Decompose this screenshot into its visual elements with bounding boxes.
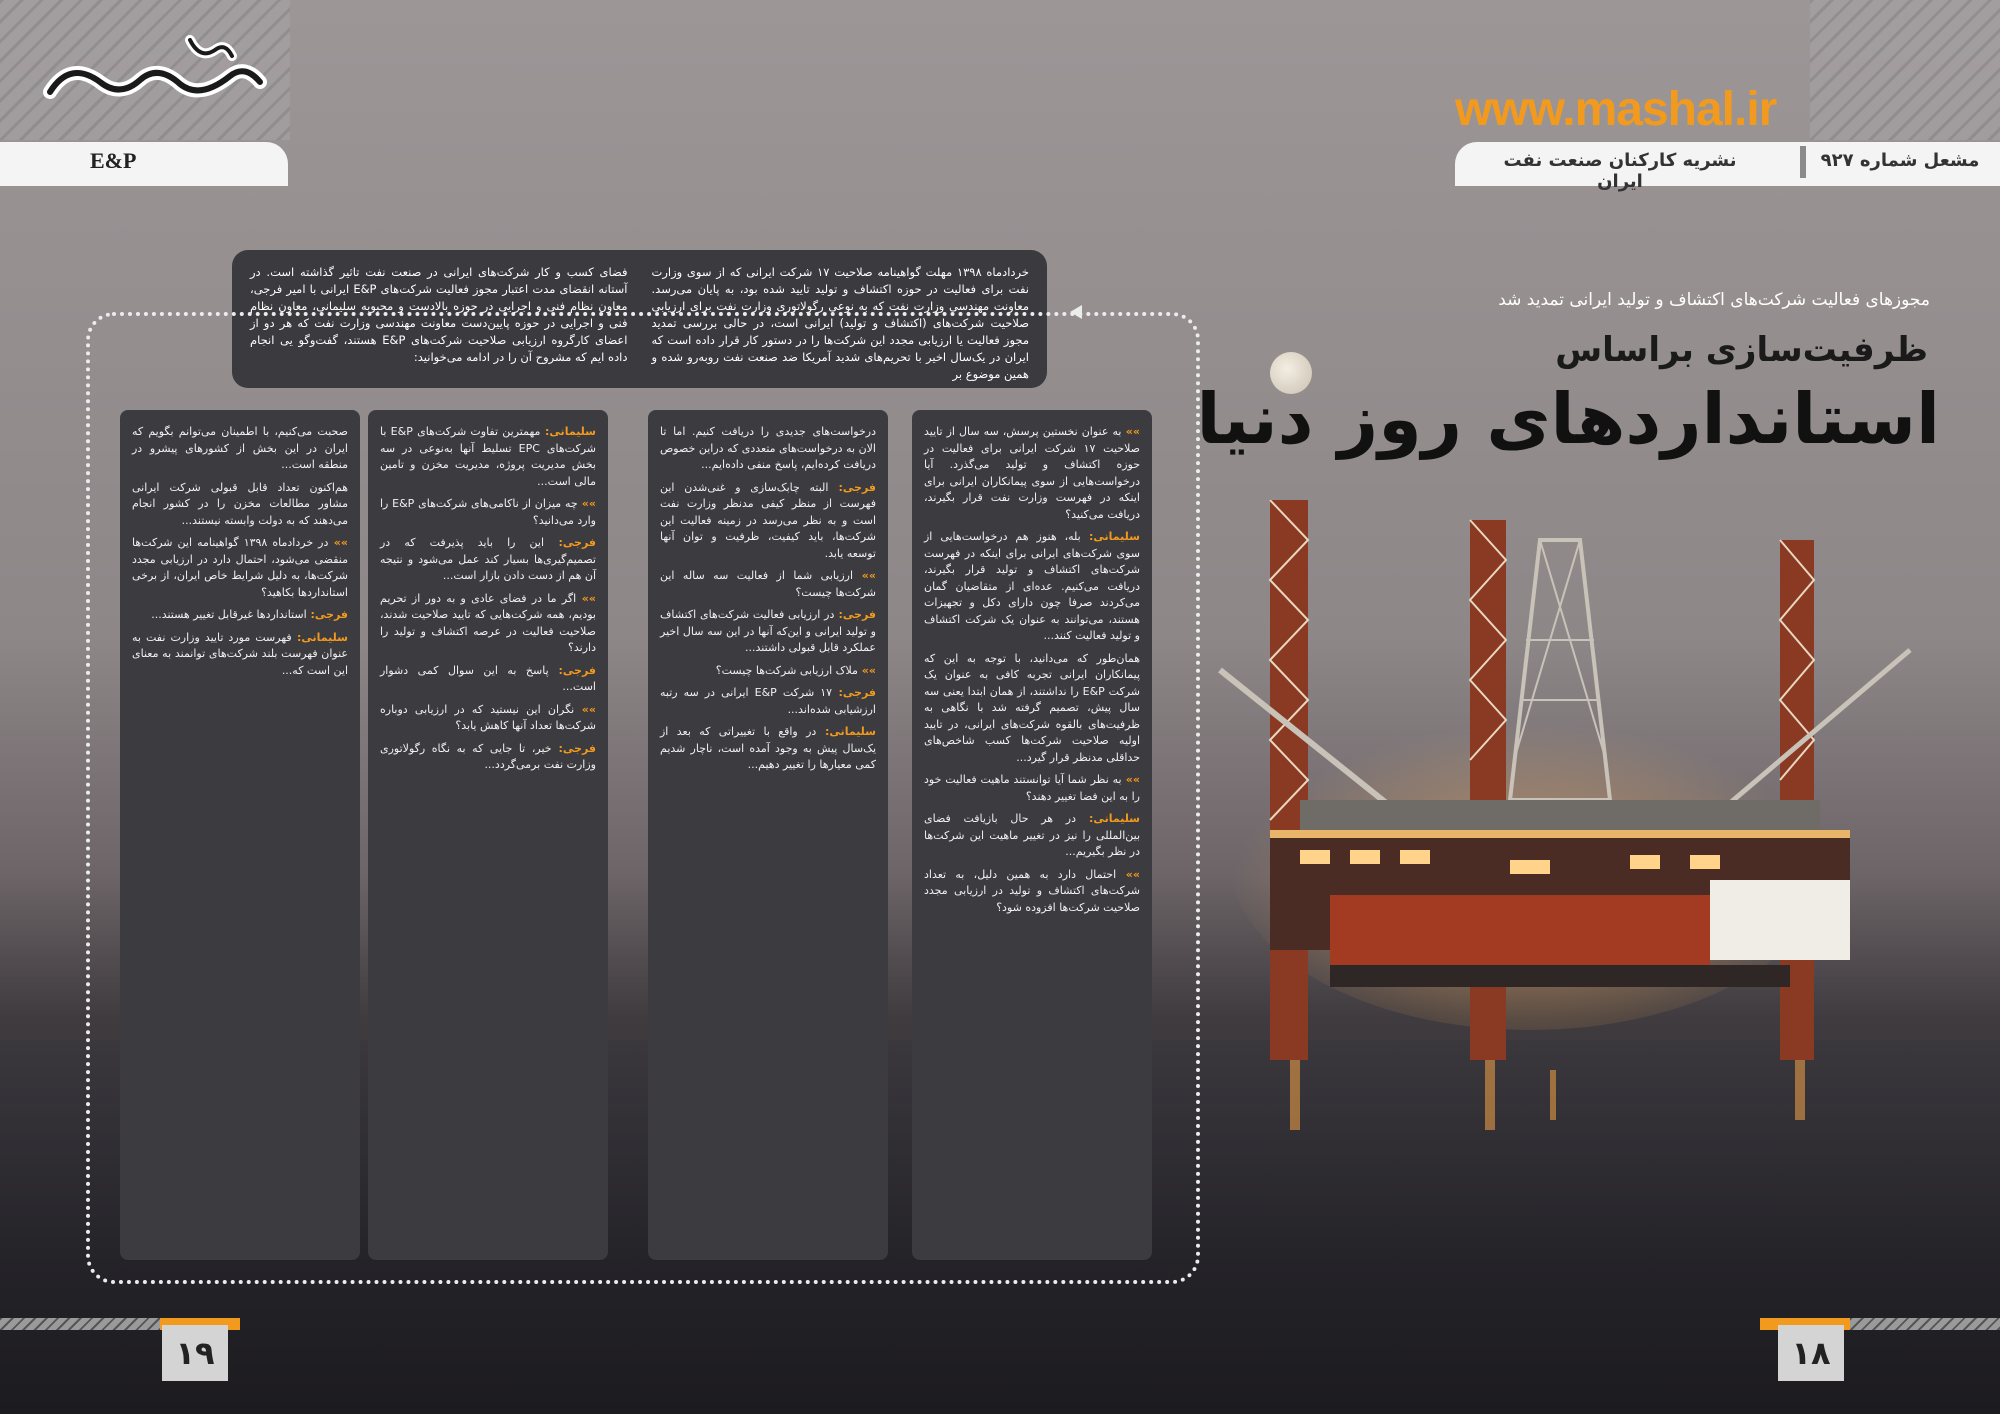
paragraph-text: اگر ما در فضای عادی و به دور از تحریم بودیم، همه شرکت‌هایی که تایید صلاحیت شدند، صلاحیت فعالیت در عرصه اکتشاف و تولید را دارند؟ bbox=[380, 591, 596, 654]
paragraph-text: همان‌طور که می‌دانید، با توجه به این که پیمانکاران ایرانی تجربه کافی به عنوان یک شرکت E&P را نداشتند، از همان ابتدا یعنی سه سال پیش، تصمیم گرفته شد با نگاهی به ظرفیت‌های بالقوه شرکت‌های ایرانی، در تایید اولیه صلاحیت شرکت‌ها کسب شاخص‌های حداقلی مدنظر قرار گیرد... bbox=[924, 651, 1140, 764]
speaker-name: فرجی: bbox=[551, 741, 596, 755]
question-marker-icon: »» bbox=[1121, 425, 1141, 438]
interview-question bbox=[924, 867, 1140, 917]
header-divider bbox=[1800, 146, 1806, 178]
lead-text-left: فضای کسب و کار شرکت‌های ایرانی در صنعت نفت تاثیر گذاشته است. در آستانه انقضای مدت اعتبار مجوز فعالیت شرکت‌های E&P ایرانی با امیر فرجی، معاون نظام فنی و اجرایی در حوزه بالادست و محبوبه سلیمانی، معاون نظام فنی و اجرایی در حوزه پایین‌دست معاونت مهندسی وزارت نفت که هر دو از اعضای کارگروه ارزیابی صلاحیت شرکت‌های E&P هستند، گفت‌وگو یی انجام داده ایم که مشروح آن را در ادامه می‌خوانید: bbox=[250, 265, 628, 364]
speaker-name: فرجی: bbox=[834, 608, 876, 621]
interview-paragraph bbox=[132, 424, 348, 474]
paragraph-text: ارزیابی شما از فعالیت سه ساله این شرکت‌ها چیست؟ bbox=[660, 569, 876, 599]
interview-paragraph bbox=[660, 480, 876, 563]
article-subtitle: ظرفیت‌سازی براساس bbox=[1555, 330, 1928, 370]
interview-paragraph bbox=[380, 424, 596, 490]
footer-strip-left bbox=[0, 1318, 160, 1330]
paragraph-text: هم‌اکنون تعداد قابل قبولی شرکت ایرانی مشاور مطالعات مخزن را در کشور انجام می‌دهند که به دولت وابسته نیستند... bbox=[132, 480, 348, 527]
speaker-name: سلیمانی: bbox=[540, 425, 596, 438]
interview-paragraph bbox=[924, 651, 1140, 767]
article-column-2 bbox=[648, 410, 888, 1260]
interview-paragraph bbox=[660, 607, 876, 657]
speaker-name: فرجی: bbox=[832, 686, 876, 699]
article-column-4 bbox=[120, 410, 360, 1260]
oil-rig-photo bbox=[1210, 500, 1930, 1140]
paragraph-text: به نظر شما آیا توانستند ماهیت فعالیت خود را به این فضا تغییر دهند؟ bbox=[924, 773, 1140, 803]
website-url[interactable]: www.mashal.ir bbox=[1455, 83, 1777, 136]
question-marker-icon: »» bbox=[574, 702, 596, 716]
paragraph-text: نگران این نیستید که در ارزیابی دوباره شرکت‌ها تعداد آنها کاهش یابد؟ bbox=[380, 702, 596, 732]
interview-paragraph bbox=[924, 811, 1140, 861]
page-number-right: ۱۸ bbox=[1778, 1325, 1844, 1381]
interview-paragraph bbox=[660, 424, 876, 474]
article-column-1 bbox=[912, 410, 1152, 1260]
interview-question bbox=[132, 535, 348, 601]
question-marker-icon: »» bbox=[853, 569, 876, 582]
paragraph-text: ۱۷ شرکت E&P ایرانی در سه رتبه ارزشیابی شده‌اند... bbox=[660, 686, 876, 716]
section-label: E&P bbox=[90, 148, 137, 173]
speaker-name: سلیمانی: bbox=[291, 630, 348, 644]
header-hatch-right bbox=[1810, 0, 2000, 140]
footer-strip-right bbox=[1850, 1318, 2000, 1330]
article-title: استانداردهای روز دنیا bbox=[1196, 378, 1940, 460]
question-marker-icon: »» bbox=[577, 497, 596, 510]
paragraph-text: بله، هنوز هم درخواست‌هایی از سوی شرکت‌های ایرانی برای اینکه در فهرست شرکت‌های اکتشاف و تولید قرار بگیرند، دریافت می‌کنیم. عده‌ای از متقاضیان گمان می‌کردند صرفا چون دارای دکل و تجهیزات هستند، می‌توانند به عنوان یک شرکت اکتشاف و تولید فعالیت کنند... bbox=[924, 530, 1140, 642]
paragraph-text: صحبت می‌کنیم، با اطمینان می‌توانم بگویم که ایران در این بخش از کشورهای پیشرو در منطقه است... bbox=[132, 425, 348, 471]
paragraph-text: درخواست‌های جدیدی را دریافت کنیم. اما تا الان به درخواست‌های متعددی که دراین خصوص دریافت کرده‌ایم، پاسخ منفی داده‌ایم... bbox=[660, 425, 876, 471]
article-kicker: مجوزهای فعالیت شرکت‌های اکتشاف و تولید ایرانی تمدید شد bbox=[1498, 290, 1930, 310]
interview-paragraph bbox=[380, 535, 596, 585]
paragraph-text: در ارزیابی فعالیت شرکت‌های اکتشاف و تولید ایرانی و این‌که آنها در این سه سال اخیر عملکرد قابل قبولی داشتند... bbox=[660, 608, 876, 654]
interview-question bbox=[380, 496, 596, 529]
question-marker-icon: »» bbox=[328, 536, 349, 549]
speaker-name: فرجی: bbox=[306, 608, 348, 621]
speaker-name: فرجی: bbox=[548, 663, 596, 677]
question-marker-icon: »» bbox=[576, 591, 596, 605]
paragraph-text: در واقع با تغییراتی که بعد از یک‌سال پیش به وجود آمده است، ناچار شدیم کمی معیارها را تغییر دهیم... bbox=[660, 725, 876, 771]
paragraph-text: البته چابک‌سازی و غنی‌شدن این فهرست از منظر کیفی مدنظر وزارت نفت است و به نظر می‌رسد در زمینه فعالیت این شرکت‌ها، باید کیفیت، ظرفیت و توان آنها توسعه یابد. bbox=[660, 480, 876, 560]
frame-arrow-icon bbox=[1068, 302, 1094, 322]
interview-paragraph bbox=[660, 685, 876, 718]
paragraph-text: به عنوان نخستین پرسش، سه سال از تایید صلاحیت ۱۷ شرکت ایرانی برای فعالیت در حوزه اکتشاف و تولید می‌گذرد. آیا درخواست‌هایی از سوی پیمانکاران ایرانی برای اینکه در فهرست وزارت نفت قرار بگیرند، دریافت می‌کنید؟ bbox=[924, 425, 1140, 521]
paragraph-text: خیر، تا جایی که به نگاه رگولاتوری وزارت نفت برمی‌گردد... bbox=[380, 741, 596, 771]
publication-title: نشریه کارکنان صنعت نفت ایران bbox=[1503, 150, 1737, 192]
paragraph-text: مهمترین تفاوت شرکت‌های E&P با شرکت‌های EPC تسلیط آنها به‌نوعی در سه بخش مدیریت پروژه، مدیریت مخزن و تامین مالی است... bbox=[380, 425, 596, 488]
article-column-3 bbox=[368, 410, 608, 1260]
interview-paragraph bbox=[132, 630, 348, 680]
interview-question bbox=[380, 591, 596, 657]
interview-paragraph bbox=[924, 529, 1140, 645]
paragraph-text: ملاک ارزیابی شرکت‌ها چیست؟ bbox=[715, 663, 858, 677]
interview-paragraph bbox=[132, 607, 348, 624]
speaker-name: سلیمانی: bbox=[816, 725, 876, 738]
mashal-logo bbox=[40, 20, 270, 120]
lead-text-right: خردادماه ۱۳۹۸ مهلت گواهینامه صلاحیت ۱۷ شرکت ایرانی که از سوی وزارت نفت برای فعالیت در حوزه اکتشاف و تولید تایید شده بود، به پایان می‌رسد. معاونت مهندسی وزارت نفت که به نوعی رگولاتوری وزارت نفت برای ارزیابی صلاحیت شرکت‌های (اکتشاف و تولید) ایرانی است، در حالی بررسی تمدید مجوز فعالیت یا ارزیابی مجدد این شرکت‌ها را در دستور کار قرار داده است که ایران در یک‌سال اخیر با تحریم‌های شدید آمریکا ضد صنعت نفت روبه‌رو شده و همین موضوع بر bbox=[651, 265, 1029, 381]
question-marker-icon: »» bbox=[1121, 773, 1141, 786]
interview-paragraph bbox=[380, 741, 596, 774]
paragraph-text: احتمال دارد به همین دلیل، به تعداد شرکت‌های اکتشاف و تولید در ارزیابی مجدد صلاحیت شرکت‌ها افزوده شود؟ bbox=[924, 867, 1140, 914]
paragraph-text: استانداردها غیرقابل تغییر هستند... bbox=[151, 608, 307, 621]
question-marker-icon: »» bbox=[857, 663, 876, 677]
speaker-name: سلیمانی: bbox=[1080, 530, 1140, 543]
interview-question bbox=[924, 772, 1140, 805]
paragraph-text: در هر حال بازیافت فضای بین‌المللی را نیز در تغییر ماهیت این شرکت‌ها در نظر بگیریم... bbox=[924, 812, 1140, 858]
interview-paragraph bbox=[380, 663, 596, 696]
interview-question bbox=[660, 568, 876, 601]
interview-paragraph bbox=[660, 724, 876, 774]
paragraph-text: پاسخ به این سوال کمی دشوار است... bbox=[380, 663, 596, 693]
paragraph-text: این را باید پذیرفت که در تصمیم‌گیری‌ها بسیار کند عمل می‌شود و نتیجه آن هم از دست دادن بازار است... bbox=[380, 536, 596, 582]
paragraph-text: چه میزان از ناکامی‌های شرکت‌های E&P را وارد می‌دانید؟ bbox=[380, 497, 596, 527]
interview-question bbox=[924, 424, 1140, 523]
issue-number: مشعل شماره ۹۲۷ bbox=[1820, 150, 1980, 171]
header-bar-left bbox=[0, 142, 288, 186]
speaker-name: فرجی: bbox=[828, 480, 876, 494]
paragraph-text: فهرست مورد تایید وزارت نفت به عنوان فهرست بلند شرکت‌های توانمند به معنای این است که... bbox=[132, 630, 348, 677]
page-number-left: ۱۹ bbox=[162, 1325, 228, 1381]
speaker-name: سلیمانی: bbox=[1076, 812, 1140, 825]
speaker-name: فرجی: bbox=[544, 536, 596, 549]
interview-question bbox=[380, 702, 596, 735]
question-marker-icon: »» bbox=[1116, 867, 1140, 881]
paragraph-text: در خردادماه ۱۳۹۸ گواهینامه این شرکت‌ها منقضی می‌شود، احتمال دارد در ارزیابی مجدد شرکت‌ها، به دلیل شرایط خاص ایران، از برخی استانداردها بکاهید؟ bbox=[132, 536, 348, 599]
interview-question bbox=[660, 663, 876, 680]
interview-paragraph bbox=[132, 480, 348, 530]
